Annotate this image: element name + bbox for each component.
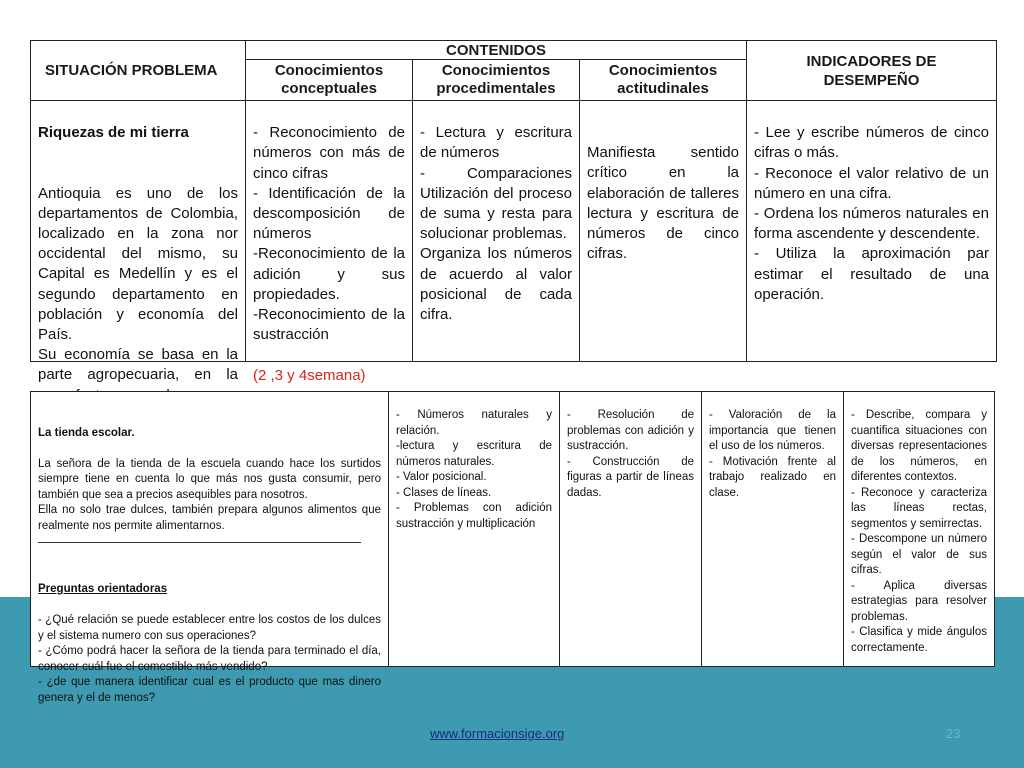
cell-situacion bbox=[31, 101, 246, 384]
top-curriculum-table bbox=[30, 40, 997, 384]
tienda-title: La tienda escolar. bbox=[38, 426, 135, 439]
cell-tienda bbox=[31, 392, 389, 704]
procedimentales-text: - Lectura y escritura de números - Comparaciones Utilización del proceso de suma y resta para solucionar problemas. Organiza los números de acuerdo al valor posicional de cada cifra. bbox=[420, 124, 572, 324]
situacion-text: Antioquia es uno de los departamentos de Colombia, localizado en la zona nor occidental del mismo, su Capital es Medellín y es el segundo departamento en población y economía del País. Su economía se basa en la parte agropecuaria, en la bbox=[38, 184, 238, 384]
cell-procedimentales-2 bbox=[560, 392, 702, 667]
conceptuales-text: - Reconocimiento de números con más de cinco cifras - Identificación de la descomposición de números -Reconocimiento de la adición y sus propiedades. -Reconocimiento de la sustracción bbox=[253, 124, 405, 344]
indicadores-2-text: - Describe, compara y cuantifica situaciones con diversas representaciones de los números, en diferentes contextos. - Reconoce y caracteriza las líneas rectas, segmentos y semirrectas. - Descompone un número según el valor de sus cifras. - Aplica diversas estrategias para resolver problemas. - Clasifica y mide ángulos correctamente. bbox=[851, 409, 987, 654]
actitudinales-2-text: - Valoración de la importancia que tienen el uso de los números. - Motivación frente al trabajo realizado en clase. bbox=[709, 409, 836, 499]
situacion-title: Riquezas de mi tierra bbox=[38, 124, 189, 142]
conceptuales-2-text: - Números naturales y relación. -lectura y escritura de números naturales. - Valor posicional. - Clases de líneas. - Problemas con adición sustracción y multiplicación bbox=[396, 409, 552, 530]
procedimentales-2-text: - Resolución de problemas con adición y sustracción. - Construcción de figuras a partir de líneas dadas. bbox=[567, 409, 694, 499]
conceptuales-note: (2 ,3 y 4semana) bbox=[253, 366, 366, 384]
cell-actitudinales bbox=[580, 101, 747, 362]
header-situacion: SITUACIÓN PROBLEMA bbox=[31, 41, 246, 101]
actitudinales-text: Manifiesta sentido crítico en la elaboración de talleres lectura y escritura de números de cinco cifras. bbox=[587, 144, 739, 263]
cell-conceptuales-2 bbox=[389, 392, 560, 667]
cell-indicadores-2 bbox=[844, 392, 995, 667]
header-contenidos: CONTENIDOS bbox=[246, 41, 747, 60]
header-procedimentales: Conocimientos procedimentales bbox=[413, 60, 580, 101]
header-actitudinales: Conocimientos actitudinales bbox=[580, 60, 747, 101]
cell-indicadores bbox=[747, 101, 997, 362]
preguntas-text: - ¿Qué relación se puede establecer entre los costos de los dulces y el sistema numero con sus operaciones? - ¿Cómo podrá hacer la señora de la tienda para terminado el día, conocer cuál fue el comestible más vendido? - ¿de que manera identificar cual es el producto que mas dinero genera y el de menos? bbox=[38, 614, 381, 704]
bottom-curriculum-table bbox=[30, 391, 995, 704]
header-conceptuales: Conocimientos conceptuales bbox=[246, 60, 413, 101]
cell-actitudinales-2 bbox=[702, 392, 844, 667]
cell-conceptuales bbox=[246, 101, 413, 384]
cell-procedimentales bbox=[413, 101, 580, 362]
divider-line bbox=[38, 542, 361, 543]
header-indicadores: INDICADORES DE DESEMPEÑO bbox=[747, 41, 997, 101]
tienda-text: La señora de la tienda de la escuela cuando hace los surtidos siempre tiene en cuenta lo que más nos gusta consumir, pero también que sea a precios asequibles para nosotros. Ella no solo trae dulces, también prepara algunos alimentos que realmente nos permite alimentarnos. bbox=[38, 457, 381, 532]
footer-website-link[interactable]: www.formacionsige.org bbox=[430, 726, 565, 741]
indicadores-text: - Lee y escribe números de cinco cifras o más. - Reconoce el valor relativo de un número en una cifra. - Ordena los números naturales en forma ascendente y descendente. - Utiliza la aproximación par estimar el resultado de una operación. bbox=[754, 124, 989, 303]
page-number: 23 bbox=[946, 726, 961, 741]
preguntas-title: Preguntas orientadoras bbox=[38, 583, 168, 595]
